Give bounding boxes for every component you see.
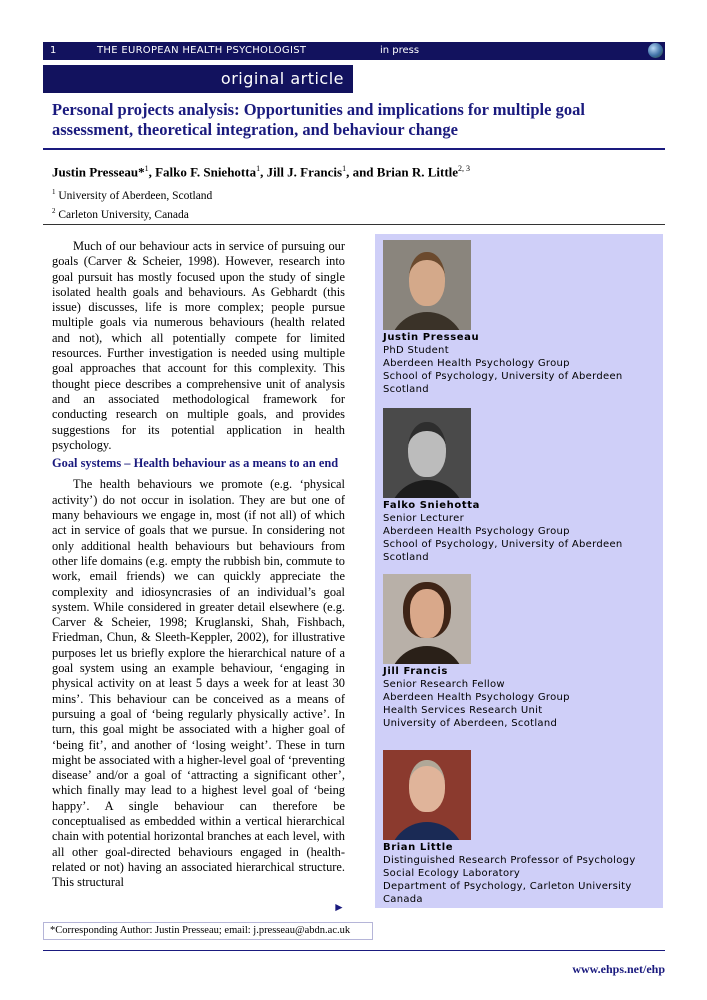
article-body (52, 239, 345, 890)
profile-detail: Senior Lecturer (383, 513, 464, 524)
profile-name: Jill Francis (383, 666, 448, 677)
affiliation: $^1$ University of Aberdeen, Scotland (52, 188, 213, 202)
author-affiliation-ref: 1 (256, 164, 261, 173)
author-name: Falko F. Sniehotta (155, 164, 257, 180)
author-photo (383, 574, 471, 664)
profile-detail: Department of Psychology, Carleton University (383, 881, 632, 892)
article-type-banner: original article (43, 65, 353, 93)
author-photo (383, 240, 471, 330)
section-heading: Goal systems – Health behaviour as a means to an end (52, 456, 339, 471)
footer-divider (43, 950, 665, 951)
page-number: 1 (50, 45, 57, 56)
globe-logo-icon (648, 43, 663, 58)
journal-header-bar (43, 42, 665, 60)
corresponding-author-note: *Corresponding Author: Justin Presseau; email: j.presseau@abdn.ac.uk (43, 922, 373, 940)
author-separator: , (260, 164, 267, 180)
author-photo (383, 750, 471, 840)
corresponding-mark: * (138, 164, 145, 180)
profile-detail: School of Psychology, University of Aberdeen (383, 371, 623, 382)
affiliation-list (52, 185, 212, 223)
author-separator: , (148, 164, 156, 180)
intro-paragraph: Much of our behaviour acts in service of pursuing our goals (Carver & Scheier, 1998). However, research into goal pursuit has mostly focused upon the study of single isolated health goals and behaviours. As Gebhardt (this issue) discusses, life is more complex; people pursue multiple goals via numerous behaviours (health related and not), which all potentially compete for limited resources. Further investigation is needed using multiple goal approaches that account for this complexity. This thought piece describes a comprehensive unit of analysis and an associated methodological framework for conducting research on multiple goals, and provides suggestions for its potential application in health psychology. (52, 239, 345, 452)
author-photo (383, 408, 471, 498)
article-title: Personal projects analysis: Opportunities and implications for multiple goal assessment, theoretical integration, and behaviour change (52, 100, 585, 139)
profile-detail: School of Psychology, University of Aberdeen (383, 539, 623, 550)
author-affiliation-ref: 1 (342, 164, 347, 173)
profile-detail: Scotland (383, 552, 429, 563)
author-profiles-sidebar (375, 234, 663, 908)
continue-arrow-icon: ► (333, 900, 345, 914)
author-list (52, 164, 470, 180)
header-divider (43, 224, 665, 225)
profile-detail: Senior Research Fellow (383, 679, 505, 690)
author-name: Jill J. Francis (266, 164, 343, 180)
author-profile (383, 408, 623, 564)
profile-detail: PhD Student (383, 345, 449, 356)
journal-title: THE EUROPEAN HEALTH PSYCHOLOGIST (97, 45, 307, 56)
profile-detail: Aberdeen Health Psychology Group (383, 358, 570, 369)
title-divider (43, 148, 665, 150)
profile-detail: Distinguished Research Professor of Psychology (383, 855, 636, 866)
profile-detail: Health Services Research Unit (383, 705, 543, 716)
profile-detail: Aberdeen Health Psychology Group (383, 526, 570, 537)
section-paragraph: The health behaviours we promote (e.g. ‘physical activity’) do not occur in isolation. They are but one of many behaviours we engage in, most (if not all) of which act in service of goals that we pursue. In considering not only additional health behaviours but behaviours from other life domains (e.g. empty the rubbish bin, commute to work, email friends) we can quickly appreciate the complexity and idiosyncrasies of an individual’s goal system. While considered in greater detail elsewhere (e.g. Carver & Scheier, 1998; Kruglanski, Shah, Fishbach, Friedman, Chun, & Sleeth-Keppler, 2002), for illustrative purposes let us briefly explore the hierarchical nature of a goal system using an example behaviour, ‘engaging in physical activity on at least 5 days a week for at least 30 mins’. This behaviour can be conceived as a means of pursuing a goal of ‘being regularly physically active’. In turn, this goal might be associated with a higher goal of ‘being fit’, and another of ‘losing weight’. These in turn might be associated with a higher-level goal of ‘preventing disease’ and/or a goal of ‘attracting a significant other’, which finally may lead to a highest level goal of ‘being happy’. A single behaviour can therefore be conceptualised as embedded within a vertical hierarchical chain with potential horizontal branches at each level, with all other goal-directed behaviours engaged in (health-related or not) having an associated hierarchical structure. This structural (52, 477, 345, 890)
profile-detail: Social Ecology Laboratory (383, 868, 521, 879)
author-name: Justin Presseau (52, 164, 139, 180)
profile-name: Justin Presseau (383, 332, 480, 343)
author-name: Brian R. Little (376, 164, 459, 180)
profile-detail: Scotland (383, 384, 429, 395)
author-affiliation-ref: 1 (144, 164, 149, 173)
profile-detail: Canada (383, 894, 423, 905)
profile-detail: Aberdeen Health Psychology Group (383, 692, 570, 703)
author-profile (383, 240, 623, 396)
profile-detail: University of Aberdeen, Scotland (383, 718, 558, 729)
journal-website-link[interactable]: www.ehps.net/ehp (572, 962, 665, 976)
profile-name: Falko Sniehotta (383, 500, 480, 511)
profile-name: Brian Little (383, 842, 454, 853)
publication-status: in press (380, 45, 420, 56)
affiliation: $^2$ Carleton University, Canada (52, 206, 189, 221)
author-profile (383, 750, 636, 906)
author-separator: , and (346, 164, 377, 180)
author-affiliation-ref: 2, 3 (458, 164, 471, 173)
author-profile (383, 574, 570, 730)
